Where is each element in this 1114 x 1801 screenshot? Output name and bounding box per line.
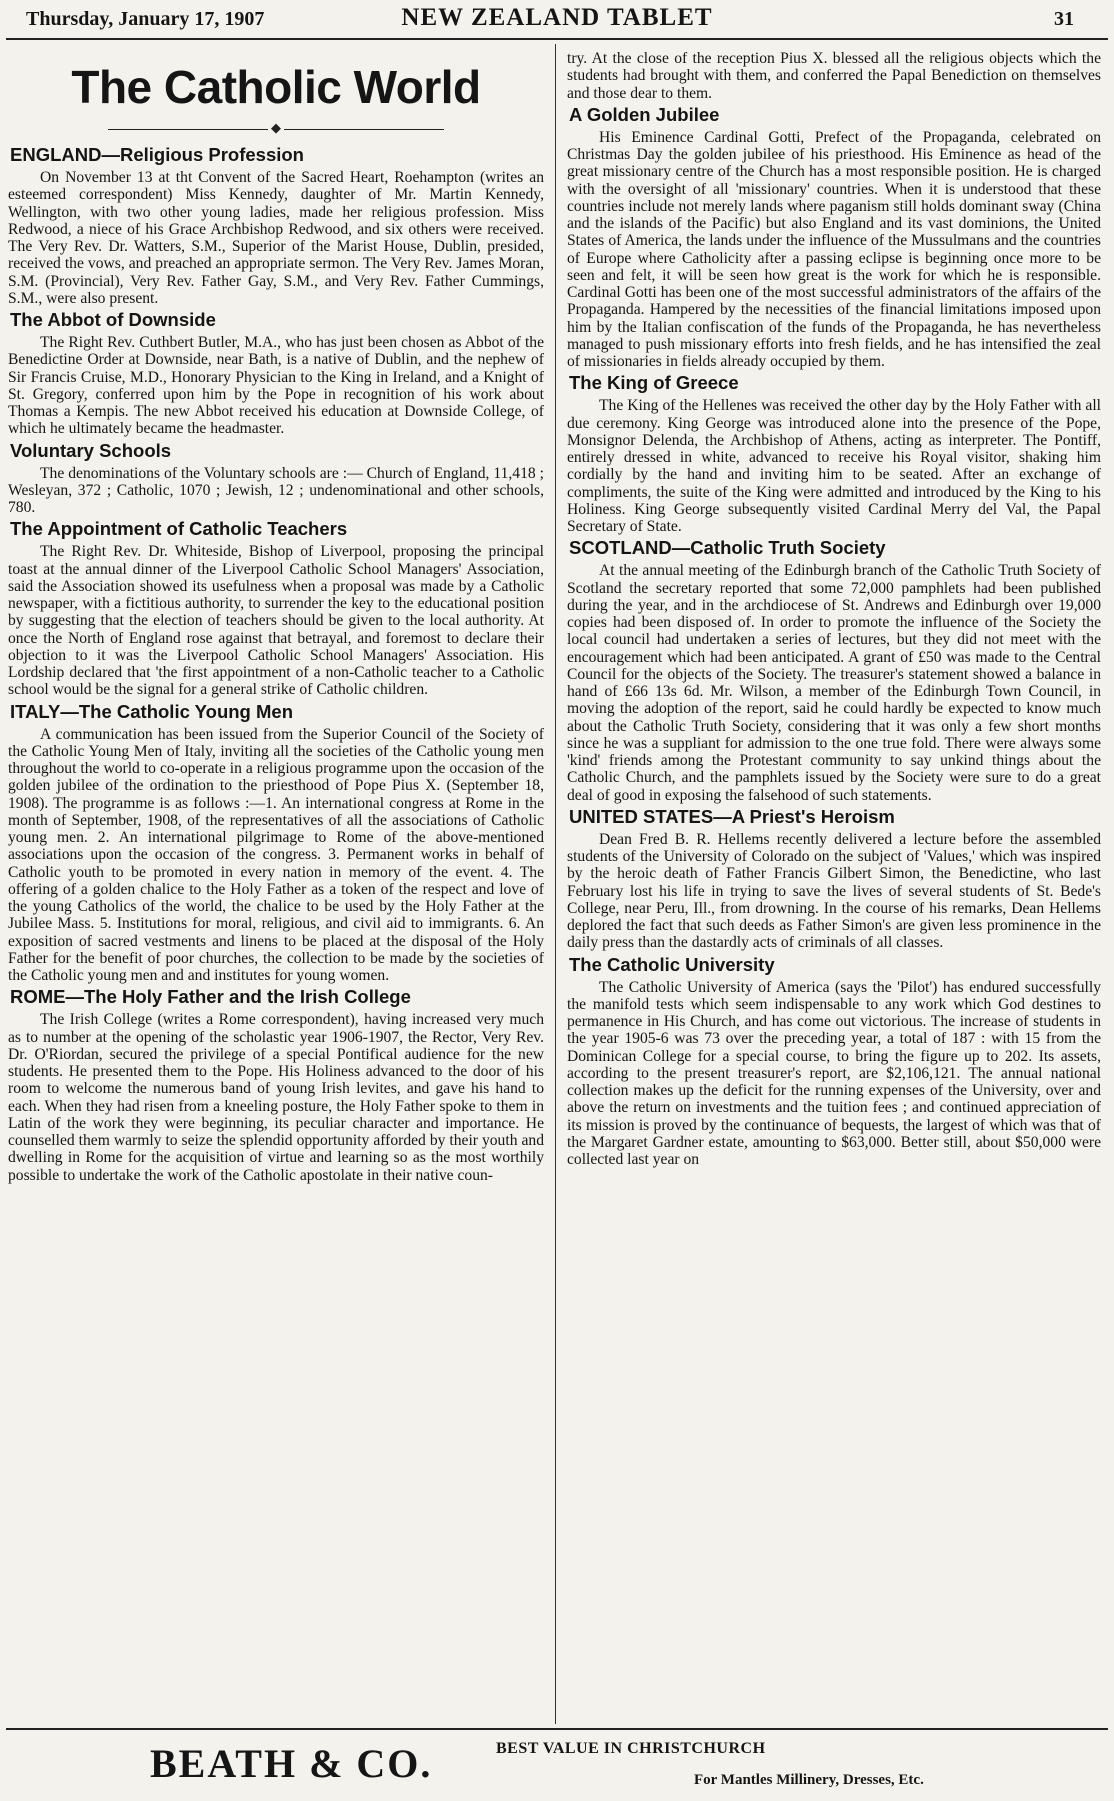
article-paragraph: The Irish College (writes a Rome correspondent), having increased very much as to number at the opening of the scholastic year 1906-1907, the Rector, Very Rev. Dr. O'Riordan, secured the privilege of a special Pontifical audience for the new students. He presented them to the Pope. His Holiness advanced to the door of his room to welcome the numerous band of young Irish levites, and gave his hand to each. When they had risen from a kneeling posture, the Holy Father spoke to them in Latin of the work they were beginning, its peculiar character and importance. He counselled them warmly to seize the splendid opportunity afforded by their youth and dwelling in Rome for the acquisition of virtue and learning so as the most worthily possible to undertake the work of the Catholic apostolate in their native coun- — [8, 1011, 544, 1184]
advertiser-products: For Mantles Millinery, Dresses, Etc. — [694, 1772, 924, 1788]
article-heading: The Appointment of Catholic Teachers — [10, 518, 348, 540]
article-paragraph: At the annual meeting of the Edinburgh branch of the Catholic Truth Society of Scotland the secretary reported that some 72,000 pamphlets had been published during the year, and in the archdiocese of St. Andrews and Edinburgh over 19,000 copies had been disposed of. In order to promote the influence of the Society the local council had undertaken a series of lectures, but they did not meet with the encouragement which had been anticipated. A grant of £50 was made to the Central Council for the objects of the Society. The treasurer's statement showed a balance in hand of £66 13s 6d. Mr. Wilson, a member of the Edinburgh Town Council, in moving the adoption of the report, said he could hardly be expected to know much about the Catholic Truth Society, considering that it was only a few short months since he was a suppliant for admission to the one true fold. There were always some 'kind' friends among the Protestant community to say unkind things about the Catholic Church, and the pamphlets issued by the Society were sure to do a great deal of good in exposing the falsehood of such statements. — [567, 562, 1101, 804]
masthead: NEW ZEALAND TABLET — [401, 4, 713, 31]
article-paragraph: On November 13 at tht Convent of the Sacred Heart, Roehampton (writes an esteemed correspondent) Miss Kennedy, daughter of Mr. Martin Kennedy, Wellington, with two other young ladies, made her religious profession. Miss Redwood, a niece of his Grace Archbishop Redwood, and six others were received. The Very Rev. Dr. Watters, S.M., Superior of the Marist House, Dublin, presided, received the vows, and preached an appropriate sermon. The Very Rev. James Moran, S.M. (Provincial), Very Rev. Father Gay, S.M., and Very Rev. Father Cummings, S.M., were also present. — [8, 169, 544, 307]
article — [8, 440, 544, 517]
article — [8, 701, 544, 985]
advertiser-tagline: BEST VALUE IN CHRISTCHURCH — [496, 1740, 766, 1757]
column-rule — [555, 44, 556, 1724]
article-paragraph: Dean Fred B. R. Hellems recently delivered a lecture before the assembled students of the University of Colorado on the subject of 'Values,' which was inspired by the heroic death of Father Francis Gilbert Simon, the Benedictine, who last February lost his life in trying to save the lives of several students of St. Bede's College, near Peru, Ill., from drowning. In the course of his remarks, Dean Hellems deplored the fact that such deeds as Father Simon's are given less prominence in the daily press than the dastardly acts of criminals of all classes. — [567, 830, 1101, 952]
left-articles — [8, 144, 544, 1184]
article — [567, 50, 1101, 102]
article-heading: ENGLAND—Religious Profession — [10, 144, 304, 165]
article-paragraph: The Right Rev. Dr. Whiteside, Bishop of Liverpool, proposing the principal toast at the annual dinner of the Liverpool Catholic School Managers' Association, said the Association showed its usefulness when a proposal was made by a Catholic newspaper, with a fictitious authority, to surrender the key to the educational position by suggesting that the election of teachers should be given to the local authority. At once the North of England rose against that betrayal, and foremost to declare their objection to it was the Liverpool Catholic School Managers' Association. His Lordship declared that 'the first appointment of a non-Catholic teacher to a Catholic school would be the signal for a general strike of Catholic children. — [8, 543, 544, 699]
article-heading: UNITED STATES—A Priest's Heroism — [569, 805, 895, 827]
article-heading: ROME—The Holy Father and the Irish College — [10, 986, 411, 1008]
article — [567, 537, 1101, 804]
article-paragraph: The Right Rev. Cuthbert Butler, M.A., who has just been chosen as Abbot of the Benedictine Order at Downside, near Bath, is a native of Dublin, and the nephew of Sir Francis Cruise, M.D., Honorary Physician to the King in Ireland, and a Knight of St. Gregory, conferred upon him by the Pope in recognition of his work about Thomas a Kempis. The new Abbot received his education at Downside College, of which he ultimately became the headmaster. — [8, 334, 544, 438]
article — [8, 518, 544, 698]
article-heading: The Catholic University — [569, 953, 775, 975]
right-articles — [567, 50, 1101, 1168]
advertiser-name: BEATH & CO. — [150, 1741, 433, 1786]
issue-date: Thursday, January 17, 1907 — [26, 8, 265, 30]
article-heading: A Golden Jubilee — [569, 103, 720, 125]
article-paragraph: The King of the Hellenes was received the other day by the Holy Father with all due ceremony. King George was introduced alone into the presence of the Pope, Monsignor Delenda, the Archbishop of Athens, acting as interpreter. The Pontiff, entirely dressed in white, advanced to receive his Royal visitor, shaking him cordially by the hand and inviting him to be seated. After an exchange of compliments, the suite of the King were admitted and introduced by the King to his Holiness. King George subsequently visited Cardinal Merry del Val, the Papal Secretary of State. — [567, 397, 1101, 535]
article-paragraph: His Eminence Cardinal Gotti, Prefect of the Propaganda, celebrated on Christmas Day the golden jubilee of his priesthood. His Eminence as head of the great missionary centre of the Church has a most responsible position. He is charged with the oversight of all 'missionary' countries. When it is understood that these countries include not merely lands where paganism still holds dominant sway (China and the islands of the Pacific) but also England and its vast dominions, the United States of America, the lands under the influence of the Mussulmans and the countries of Europe where Catholicity after a passing eclipse is beginning once more to be seen and felt, it will be seen how great is the work for which he is responsible. Cardinal Gotti has been one of the most successful administrators of the affairs of the Propaganda. Hampered by the necessities of the financial limitations imposed upon him by the Italian confiscation of the funds of the Propaganda, he has nevertheless managed to push missionary efforts into fresh fields, and he has intensified the zeal of missionaries in fields already occupied by them. — [567, 128, 1101, 370]
right-column — [567, 50, 1101, 1723]
page-number: 31 — [1054, 8, 1074, 30]
footer-rule — [6, 1728, 1108, 1730]
article-heading: The King of Greece — [569, 372, 739, 394]
left-column — [8, 50, 544, 1723]
advertisement-footer — [0, 1728, 1114, 1801]
article-paragraph: try. At the close of the reception Pius X. blessed all the religious objects which the students had brought with them, and conferred the Papal Benediction on themselves and those dear to them. — [567, 50, 1101, 102]
article — [8, 144, 544, 307]
article — [567, 104, 1101, 371]
article-heading: SCOTLAND—Catholic Truth Society — [569, 537, 886, 559]
article — [8, 309, 544, 438]
title-ornament: ◆ — [8, 122, 544, 134]
header-rule — [6, 38, 1108, 40]
article-heading: ITALY—The Catholic Young Men — [10, 700, 293, 722]
article-paragraph: A communication has been issued from the Superior Council of the Society of the Catholic Young Men of Italy, inviting all the societies of the Catholic young men throughout the world to co-operate in a religious programme upon the occasion of the golden jubilee of the ordination to the priesthood of Pope Pius X. (September 18, 1908). The programme is as follows :—1. An international congress at Rome in the month of September, 1908, of the representatives of all the associations of Catholic young men. 2. An international pilgrimage to Rome of the above-mentioned associations upon the occasion of the congress. 3. Permanent works in behalf of Catholic youth to be promoted in every nation in memory of the event. 4. The offering of a golden chalice to the Holy Father as a token of the respect and love of the young Catholics of the world, the chalice to be used by the Holy Father at the Jubilee Mass. 5. Institutions for moral, religious, and civil aid to immigrants. 6. An exposition of sacred vestments and linens to be placed at the disposal of the Holy Father for the benefit of poor churches, the collection to be made by the societies of the Catholic young men and and institutes for young women. — [8, 725, 544, 984]
article-heading: The Abbot of Downside — [10, 309, 216, 330]
page-header — [0, 0, 1114, 38]
page-title: The Catholic World — [71, 61, 481, 113]
article-paragraph: The Catholic University of America (says the 'Pilot') has endured successfully the manifold tests which seem indispensable to any work which God destines to permanence in His Church, and has come out victorious. The increase of students in the year 1905-6 was 73 over the preceding year, a total of 187 : with 15 from the Dominican College for a special course, to bring the figure up to 202. Its assets, according to the present treasurer's report, are $2,106,121. The annual national collection makes up the deficit for the running expenses of the University, over and above the return on investments and the tuition fees ; and continued appreciation of its mission is proved by the continuance of bequests, the largest of which was that of the Margaret Gardner estate, amounting to $63,000. Better still, about $50,000 were collected last year on — [567, 978, 1101, 1168]
article-heading: Voluntary Schools — [10, 439, 172, 461]
article — [567, 372, 1101, 535]
article — [567, 954, 1101, 1169]
article — [8, 986, 544, 1184]
article-paragraph: The denominations of the Voluntary schools are :— Church of England, 11,418 ; Wesleyan, 372 ; Catholic, 1070 ; Jewish, 12 ; undenominational and other schools, 780. — [8, 464, 544, 516]
article — [567, 806, 1101, 952]
